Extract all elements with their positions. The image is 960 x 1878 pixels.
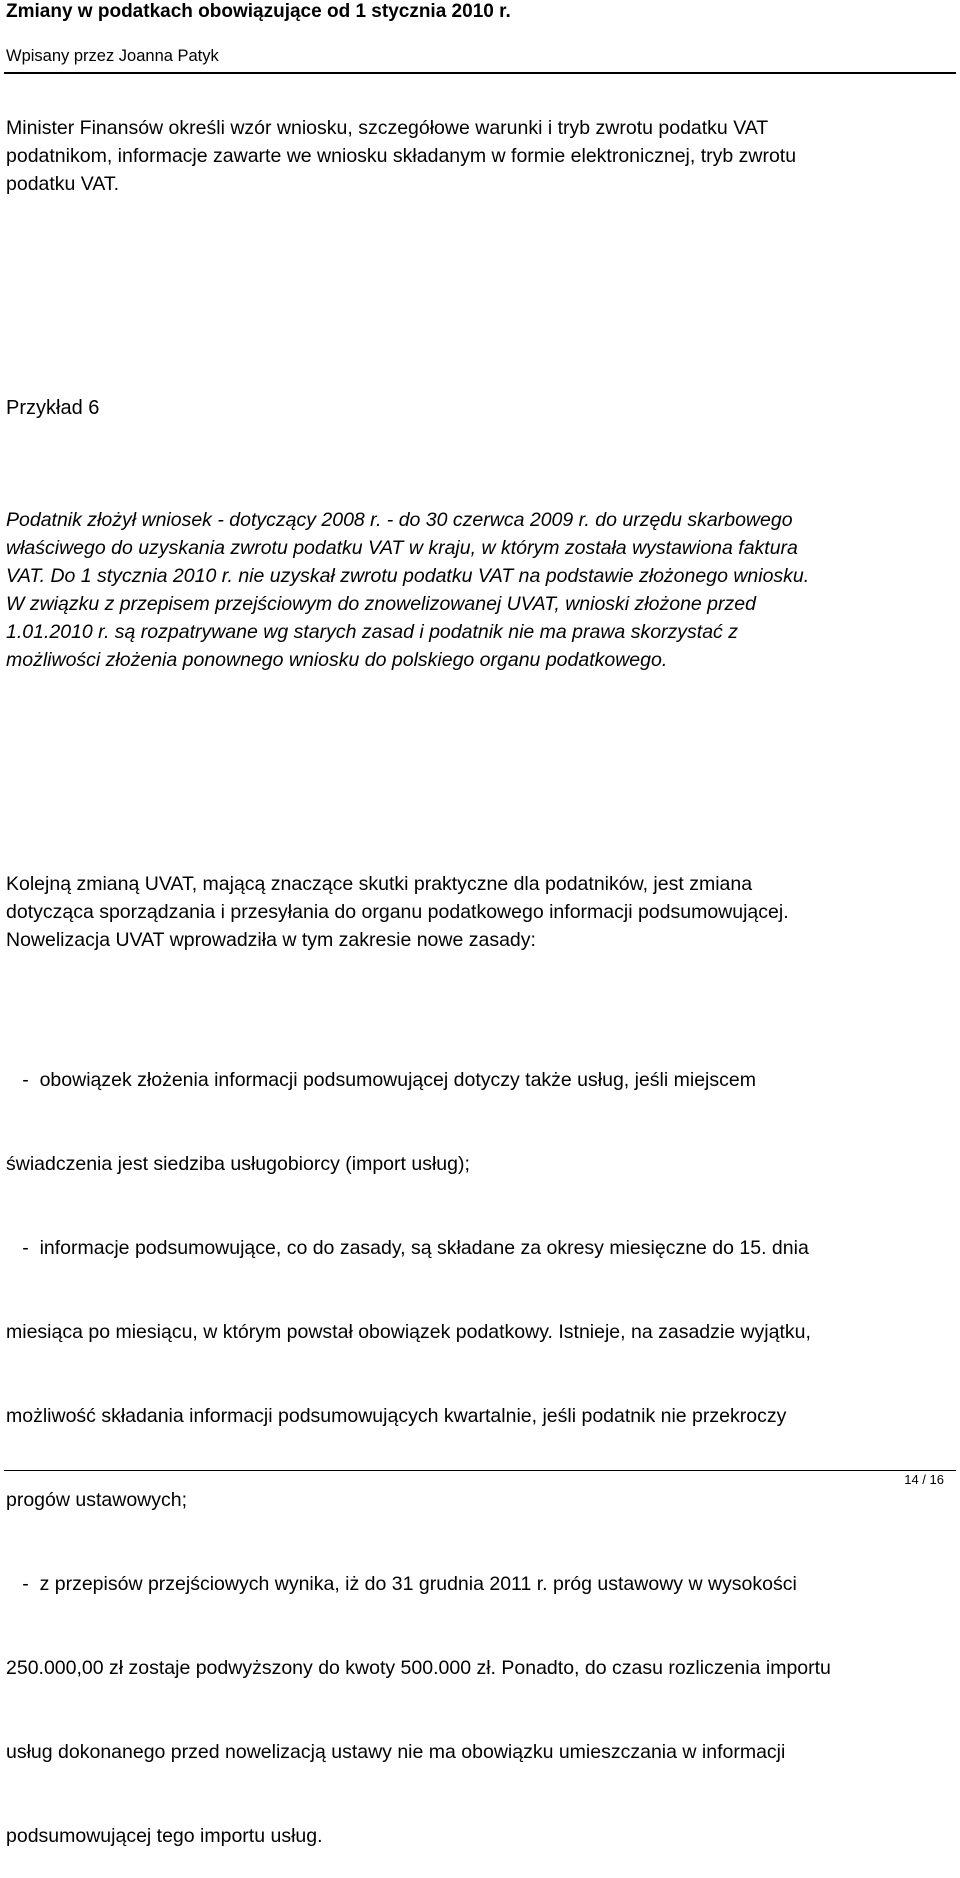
list-line: świadczenia jest siedziba usługobiorcy (import usług); [6, 1153, 470, 1175]
rules-list [6, 1010, 954, 1878]
list-line: 250.000,00 zł zostaje podwyższony do kwoty 500.000 zł. Ponadto, do czasu rozliczenia importu [6, 1657, 831, 1679]
header-divider [4, 72, 956, 74]
list-line: usług dokonanego przed nowelizacją ustawy nie ma obowiązku umieszczania w informacji [6, 1741, 786, 1763]
text-line: Minister Finansów określi wzór wniosku, szczegółowe warunki i tryb zwrotu podatku VAT [6, 117, 769, 139]
text-line: dotycząca sporządzania i przesyłania do organu podatkowego informacji podsumowującej. [6, 901, 789, 923]
example-heading: Przykład 6 [6, 397, 100, 419]
page-number: 14 / 16 [904, 1472, 944, 1487]
text-line: Nowelizacja UVAT wprowadziła w tym zakresie nowe zasady: [6, 929, 536, 951]
text-line: podatku VAT. [6, 173, 120, 195]
list-line: miesiąca po miesiącu, w którym powstał obowiązek podatkowy. Istnieje, na zasadzie wyjątku, [6, 1321, 811, 1343]
text-line: W związku z przepisem przejściowym do znowelizowanej UVAT, wnioski złożone przed [6, 593, 756, 615]
text-line: Podatnik złożył wniosek - dotyczący 2008 r. - do 30 czerwca 2009 r. do urzędu skarbowego [6, 509, 793, 531]
text-line: właściwego do uzyskania zwrotu podatku VAT w kraju, w którym została wystawiona faktura [6, 537, 798, 559]
list-line: podsumowującej tego importu usług. [6, 1825, 323, 1847]
text-line: Kolejną zmianą UVAT, mającą znaczące skutki praktyczne dla podatników, jest zmiana [6, 873, 753, 895]
list-line: - obowiązek złożenia informacji podsumowującej dotyczy także usług, jeśli miejscem [6, 1069, 756, 1091]
text-line: VAT. Do 1 stycznia 2010 r. nie uzyskał zwrotu podatku VAT na podstawie złożonego wniosku. [6, 565, 810, 587]
text-line: możliwości złożenia ponownego wniosku do polskiego organu podatkowego. [6, 649, 668, 671]
paragraph-summary-info [6, 870, 954, 954]
page-title: Zmiany w podatkach obowiązujące od 1 stycznia 2010 r. [6, 1, 511, 22]
list-line: - informacje podsumowujące, co do zasady, są składane za okresy miesięczne do 15. dnia [6, 1237, 809, 1259]
text-line: podatnikom, informacje zawarte we wniosku składanym w formie elektronicznej, tryb zwrotu [6, 145, 797, 167]
author-line: Wpisany przez Joanna Patyk [6, 47, 219, 65]
list-line: możliwość składania informacji podsumowujących kwartalnie, jeśli podatnik nie przekroczy [6, 1405, 787, 1427]
list-line: - z przepisów przejściowych wynika, iż do 31 grudnia 2011 r. próg ustawowy w wysokości [6, 1573, 797, 1595]
list-line: progów ustawowych; [6, 1489, 188, 1511]
paragraph-refund-rules [6, 114, 954, 198]
text-line: 1.01.2010 r. są rozpatrywane wg starych zasad i podatnik nie ma prawa skorzystać z [6, 621, 738, 643]
example-paragraph [6, 506, 954, 674]
footer-divider [4, 1470, 956, 1471]
